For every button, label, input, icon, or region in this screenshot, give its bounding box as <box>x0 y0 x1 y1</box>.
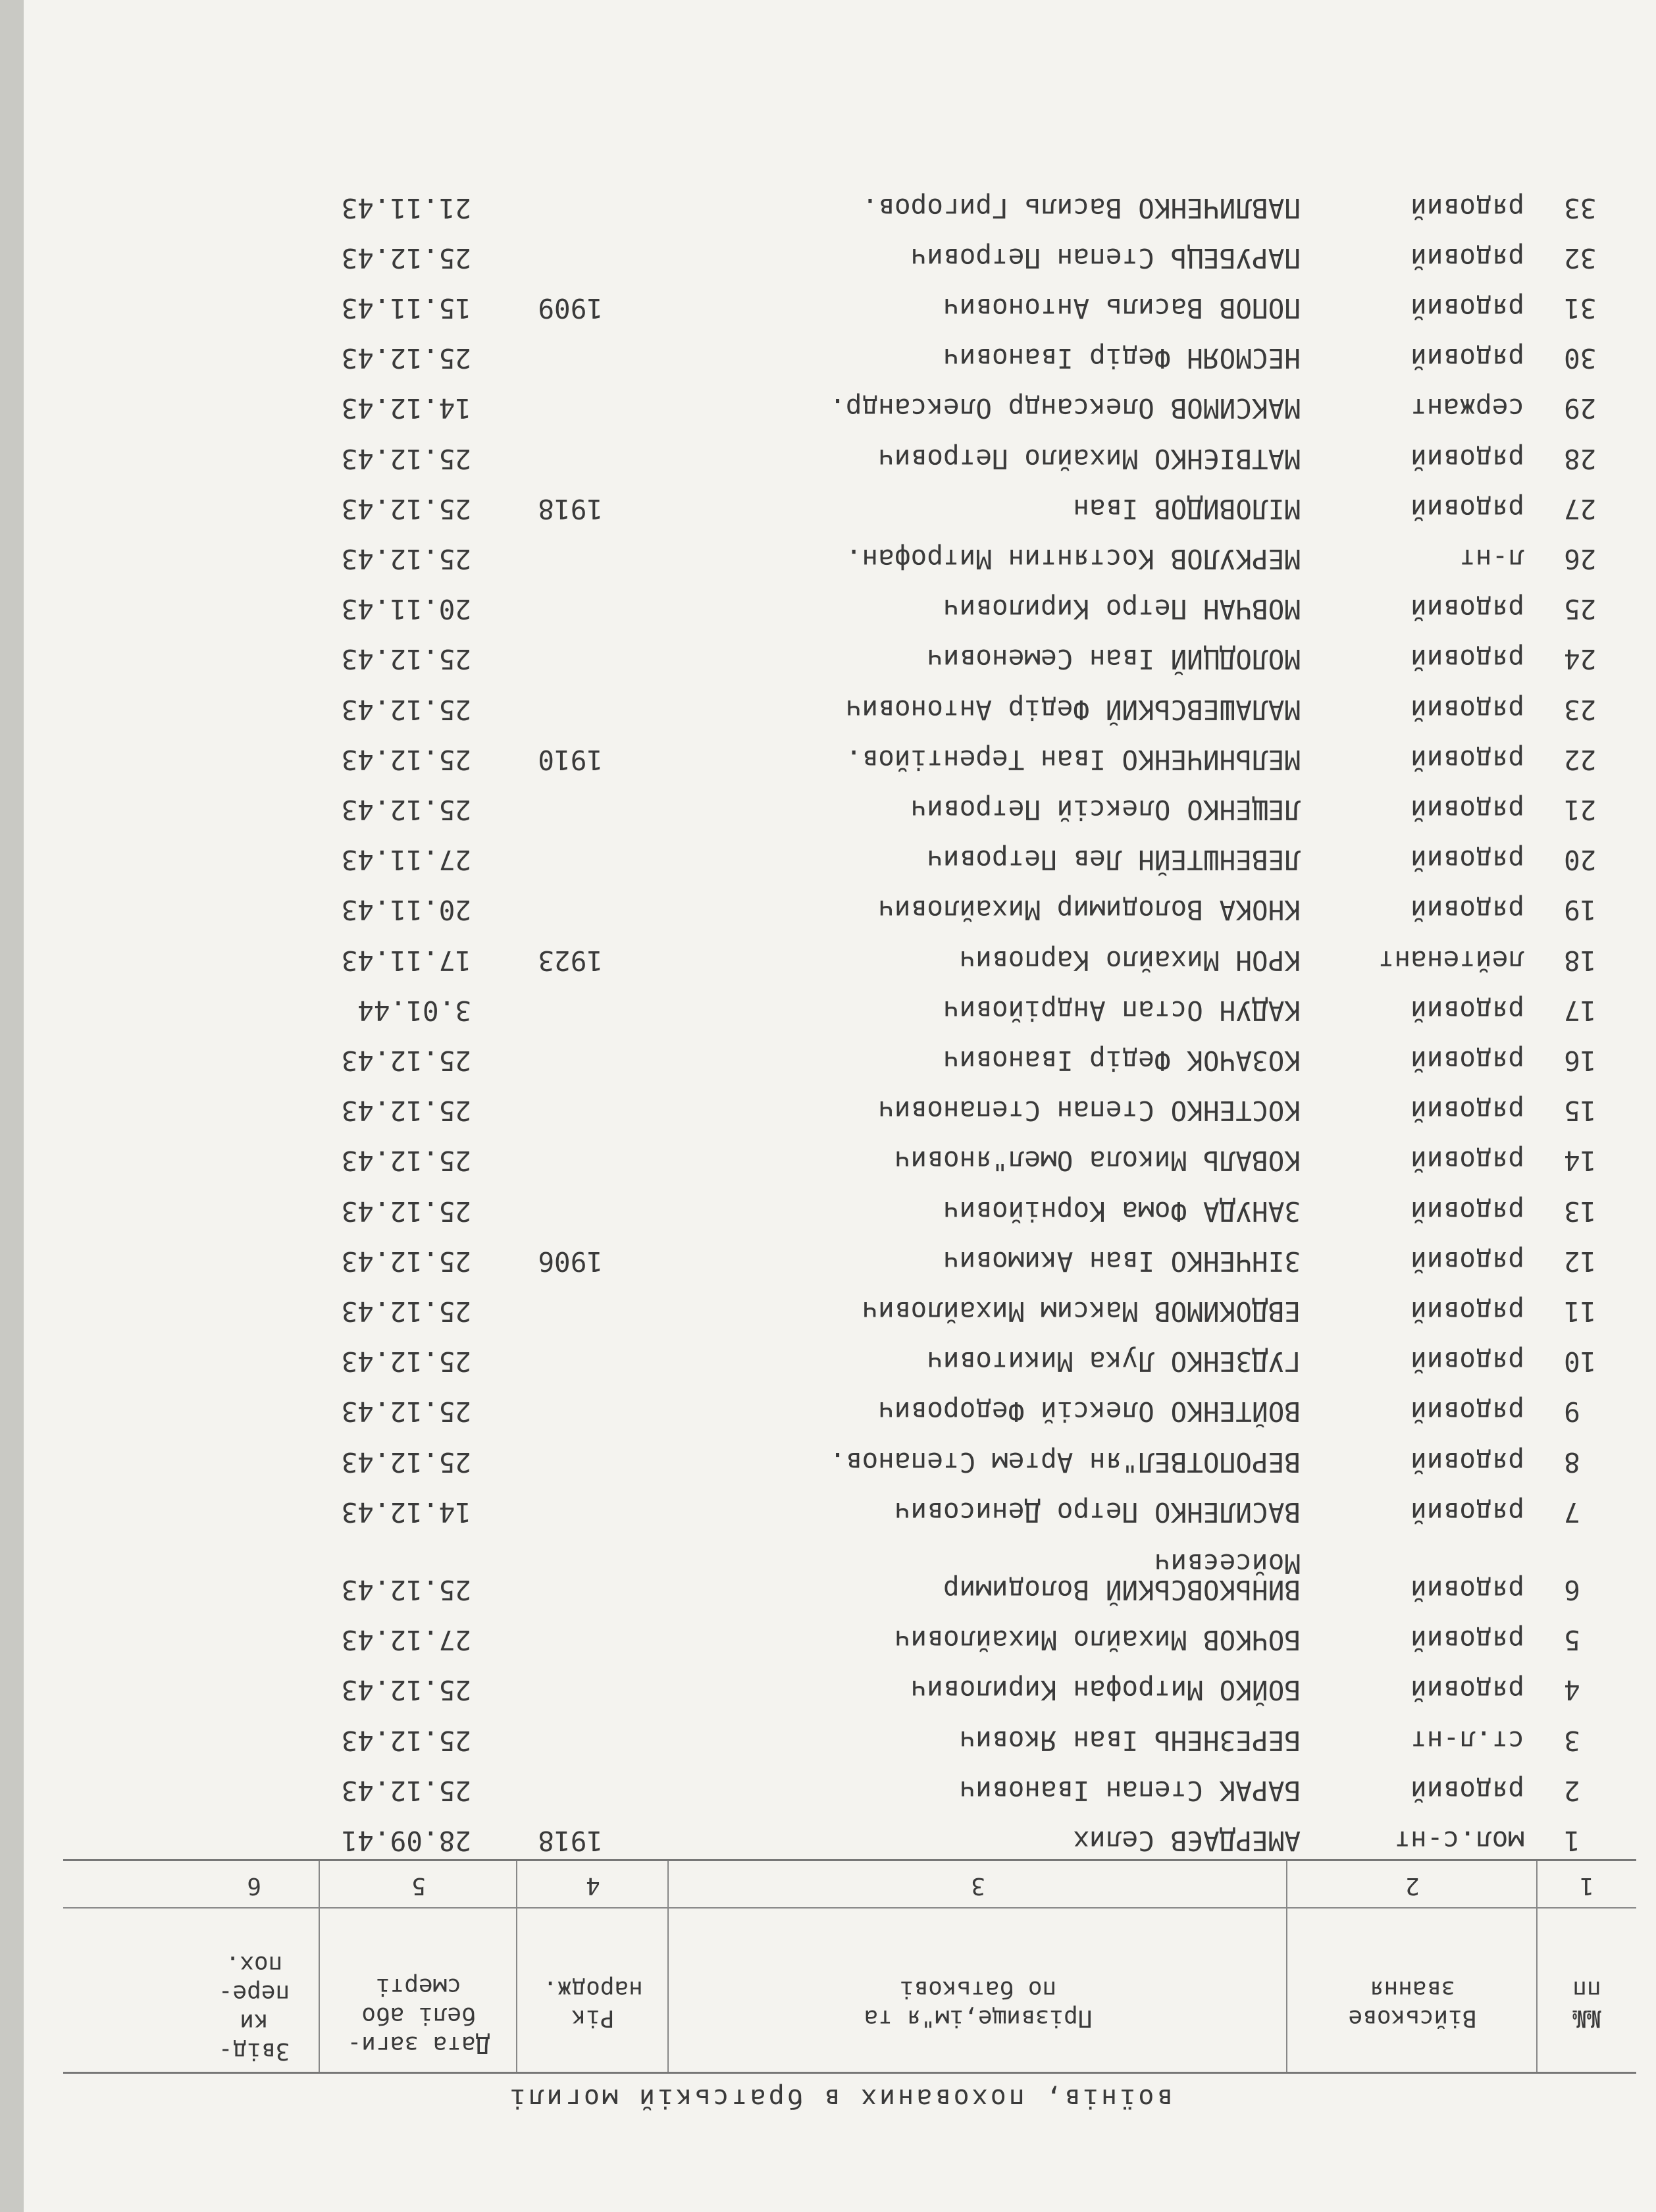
table-row <box>24 426 1656 475</box>
table-row <box>24 1128 1656 1177</box>
row-name: МОВЧАН Петро Кирилович <box>943 593 1301 625</box>
row-number: 30 <box>1564 342 1597 375</box>
row-death-date: 21.11.43 <box>341 192 471 224</box>
table-row <box>24 827 1656 876</box>
table-row <box>24 978 1656 1026</box>
table-row <box>24 727 1656 776</box>
row-number: 24 <box>1564 643 1597 675</box>
header-text: пох. <box>225 1951 283 1978</box>
row-death-date: 25.12.43 <box>341 643 471 675</box>
row-death-date: 25.12.43 <box>341 242 471 274</box>
row-rank: рядовий <box>1410 1145 1524 1177</box>
row-death-date: 25.12.43 <box>341 1245 471 1277</box>
header-text: Прізвище,ім"я та <box>864 2005 1093 2032</box>
row-death-date: 28.09.41 <box>341 1825 471 1856</box>
row-rank: рядовий <box>1410 1095 1524 1127</box>
row-name: ЛЕЩЕНКО Олексій Петрович <box>910 794 1301 826</box>
row-birth-year: 1918 <box>538 1825 603 1856</box>
table-row <box>24 677 1656 725</box>
table-row <box>24 175 1656 224</box>
row-number: 14 <box>1564 1145 1597 1177</box>
row-name: ГУДЗЕНКО Лука Микитович <box>927 1346 1301 1378</box>
row-death-date: 25.12.43 <box>341 1574 471 1606</box>
row-name: ВАСИЛЕНКО Петро Денисович <box>894 1496 1301 1528</box>
header-year-cell <box>517 1974 669 2032</box>
row-number: 2 <box>1564 1774 1580 1806</box>
row-name: БАРАК Степан Іванович <box>959 1774 1301 1806</box>
row-name: МОЛОДЦИЙ Іван Семенович <box>927 643 1301 675</box>
row-birth-year: 1918 <box>538 492 603 525</box>
table-row <box>24 1078 1656 1126</box>
row-name: ЗІНЧЕНКО Іван Акимович <box>943 1245 1301 1277</box>
row-death-date: 25.12.43 <box>341 492 471 525</box>
header-text: Дата заги- <box>347 2031 490 2058</box>
row-death-date: 25.12.43 <box>341 543 471 575</box>
column-number: 4 <box>586 1872 600 1899</box>
row-number: 27 <box>1564 492 1597 525</box>
row-rank: л-нт <box>1459 543 1524 575</box>
row-number: 28 <box>1564 442 1597 475</box>
row-number: 26 <box>1564 543 1597 575</box>
row-birth-year: 1909 <box>538 292 603 325</box>
header-text: №№ <box>1572 2005 1601 2032</box>
table-row <box>24 1607 1656 1656</box>
row-number: 31 <box>1564 292 1597 325</box>
table-row <box>24 1028 1656 1076</box>
row-death-date: 14.12.43 <box>341 1496 471 1528</box>
row-rank: рядовий <box>1410 1346 1524 1378</box>
table-row <box>24 777 1656 826</box>
table-row <box>24 376 1656 425</box>
row-rank: рядовий <box>1410 743 1524 776</box>
row-rank: рядовий <box>1410 292 1524 325</box>
row-number: 23 <box>1564 693 1597 725</box>
row-name: БОЧКОВ Михайло Михайлович <box>894 1624 1301 1656</box>
row-number: 11 <box>1564 1296 1597 1328</box>
row-number: 13 <box>1564 1195 1597 1227</box>
header-text: Рік <box>571 2005 615 2032</box>
row-death-date: 25.12.43 <box>341 1195 471 1227</box>
row-death-date: 25.12.43 <box>341 1774 471 1806</box>
row-name: ВЕРОПОТВЕЛ"ян Артем Степанов. <box>829 1446 1301 1478</box>
row-number: 22 <box>1564 743 1597 776</box>
header-text: народж. <box>543 1976 643 2003</box>
table-row <box>24 928 1656 976</box>
row-name: КОЗАЧОК Федір Іванович <box>943 1045 1301 1077</box>
table-row <box>24 1808 1656 1856</box>
column-number: 5 <box>411 1872 426 1899</box>
table-row <box>24 526 1656 575</box>
row-number: 25 <box>1564 593 1597 625</box>
row-rank: рядовий <box>1410 342 1524 375</box>
row-number: 17 <box>1564 994 1597 1026</box>
row-number: 8 <box>1564 1446 1580 1478</box>
row-death-date: 25.12.43 <box>341 743 471 776</box>
row-rank: рядовий <box>1410 492 1524 525</box>
row-name-continuation: Мойсеєвич <box>1154 1548 1301 1579</box>
header-text: Звід- <box>218 2038 290 2065</box>
row-death-date: 27.11.43 <box>341 844 471 876</box>
row-name: ЗАНУДА Фома Корнійович <box>943 1195 1301 1227</box>
row-death-date: 20.11.43 <box>341 593 471 625</box>
table-row <box>24 1708 1656 1756</box>
row-name: КАДУН Остап Андрійович <box>943 994 1301 1026</box>
row-rank: рядовий <box>1410 1774 1524 1806</box>
row-death-date: 14.12.43 <box>341 392 471 425</box>
row-number: 12 <box>1564 1245 1597 1277</box>
row-rank: рядовий <box>1410 1195 1524 1227</box>
table-row <box>24 1758 1656 1806</box>
table-row <box>24 1379 1656 1428</box>
header-text: пере- <box>218 1980 290 2007</box>
row-name: БЕРЕЗНЕНЬ Іван Якович <box>959 1724 1301 1756</box>
row-death-date: 17.11.43 <box>341 944 471 976</box>
table-row <box>24 576 1656 625</box>
row-name: ПАВЛИЧЕНКО Василь Григоров. <box>862 192 1301 224</box>
row-death-date: 25.12.43 <box>341 794 471 826</box>
table-row <box>24 325 1656 374</box>
row-number: 15 <box>1564 1095 1597 1127</box>
row-name: МІЛОВИДОВ Іван <box>1073 492 1301 525</box>
table-row <box>24 1329 1656 1377</box>
table-row <box>24 1429 1656 1478</box>
header-number-cell <box>1538 1974 1636 2032</box>
row-name: ВОЙТЕНКО Олексій Федорович <box>878 1396 1301 1428</box>
row-rank: рядовий <box>1410 1624 1524 1656</box>
header-number-row-divider <box>63 1907 1636 1909</box>
row-name: МАЛАШЕВСЬКИЙ Федір Антонович <box>845 693 1301 725</box>
table-row <box>24 225 1656 274</box>
row-rank: рядовий <box>1410 1245 1524 1277</box>
table-row <box>24 878 1656 926</box>
row-rank: рядовий <box>1410 1396 1524 1428</box>
table-row <box>24 627 1656 675</box>
row-name: КОСТЕНКО Степан Степанович <box>878 1095 1301 1127</box>
row-name: КРОН Михайло Карпович <box>959 944 1301 976</box>
row-name: ЕВДОКИМОВ Максим Михайлович <box>862 1296 1301 1328</box>
header-text: ки <box>240 2009 269 2036</box>
row-number: 5 <box>1564 1624 1580 1656</box>
row-death-date: 25.12.43 <box>341 442 471 475</box>
header-text: звання <box>1369 1976 1456 2003</box>
header-rank-cell <box>1287 1974 1538 2032</box>
header-origin-cell <box>188 1949 320 2065</box>
row-death-date: 25.12.43 <box>341 1346 471 1378</box>
row-birth-year: 1906 <box>538 1245 603 1277</box>
row-death-date: 25.12.43 <box>341 693 471 725</box>
table-row <box>24 1278 1656 1327</box>
row-death-date: 25.12.43 <box>341 342 471 375</box>
row-death-date: 15.11.43 <box>341 292 471 325</box>
row-number: 9 <box>1564 1396 1580 1428</box>
row-rank: сержант <box>1410 392 1524 425</box>
row-death-date: 25.12.43 <box>341 1095 471 1127</box>
row-rank: лейтенант <box>1378 944 1524 976</box>
row-number: 32 <box>1564 242 1597 274</box>
row-rank: рядовий <box>1410 894 1524 926</box>
row-death-date: 27.12.43 <box>341 1624 471 1656</box>
row-death-date: 3.01.44 <box>357 994 471 1026</box>
row-rank: рядовий <box>1410 192 1524 224</box>
row-rank: рядовий <box>1410 643 1524 675</box>
row-rank: рядовий <box>1410 442 1524 475</box>
row-death-date: 25.12.43 <box>341 1446 471 1478</box>
row-rank: рядовий <box>1410 794 1524 826</box>
row-number: 16 <box>1564 1045 1597 1077</box>
typed-page-rotated <box>24 0 1656 2212</box>
row-death-date: 25.12.43 <box>341 1145 471 1177</box>
row-birth-year: 1923 <box>538 944 603 976</box>
row-number: 18 <box>1564 944 1597 976</box>
header-name-cell <box>669 1974 1287 2032</box>
row-name: ВИНЬКОВСЬКИЙ Володимир <box>943 1574 1301 1606</box>
row-rank: рядовий <box>1410 242 1524 274</box>
row-number: 33 <box>1564 192 1597 224</box>
row-death-date: 25.12.43 <box>341 1724 471 1756</box>
row-name: НЕСМОЯН Федір Іванович <box>943 342 1301 375</box>
row-death-date: 25.12.43 <box>341 1396 471 1428</box>
row-death-date: 25.12.43 <box>341 1296 471 1328</box>
row-name: МЕРКУЛОВ Костянтин Митрофан. <box>845 543 1301 575</box>
row-rank: мол.с-нт <box>1394 1825 1524 1856</box>
row-rank: рядовий <box>1410 1296 1524 1328</box>
column-number: 6 <box>247 1872 261 1899</box>
row-rank: рядовий <box>1410 1674 1524 1706</box>
row-name: ПАРУБЕЦЬ Степан Петрович <box>910 242 1301 274</box>
row-number: 29 <box>1564 392 1597 425</box>
header-text: пп <box>1572 1976 1601 2003</box>
row-birth-year: 1910 <box>538 743 603 776</box>
header-date-cell <box>320 1972 517 2059</box>
table-row <box>24 275 1656 324</box>
row-name: МЕЛЬНИЧЕНКО Іван Терентійов. <box>845 743 1301 776</box>
row-name: КНОКА Володимир Михайлович <box>878 894 1301 926</box>
row-rank: ст.л-нт <box>1410 1724 1524 1756</box>
row-number: 10 <box>1564 1346 1597 1378</box>
table-row <box>24 476 1656 525</box>
column-number: 2 <box>1405 1872 1420 1899</box>
row-name: АМЕРДАЄВ Селих <box>1073 1825 1301 1856</box>
table-row <box>24 1548 1656 1606</box>
row-name: МАКСИМОВ Олександр Олександр. <box>829 392 1301 425</box>
table-row <box>24 1228 1656 1277</box>
row-death-date: 25.12.43 <box>341 1045 471 1077</box>
row-death-date: 25.12.43 <box>341 1674 471 1706</box>
document-paper <box>24 0 1656 2212</box>
header-text: по батькові <box>899 1976 1057 2003</box>
row-name: БОЙКО Митрофан Кирилович <box>910 1674 1301 1706</box>
row-rank: рядовий <box>1410 1446 1524 1478</box>
row-number: 20 <box>1564 844 1597 876</box>
row-rank: рядовий <box>1410 593 1524 625</box>
row-rank: рядовий <box>1410 1045 1524 1077</box>
table-header <box>63 1859 1636 2074</box>
row-number: 7 <box>1564 1496 1580 1528</box>
row-number: 1 <box>1564 1825 1580 1856</box>
column-number: 1 <box>1580 1872 1594 1899</box>
table-row <box>24 1657 1656 1706</box>
header-text: Військове <box>1348 2005 1477 2032</box>
row-rank: рядовий <box>1410 1496 1524 1528</box>
row-name: КОВАЛЬ Микола Омел"янович <box>894 1145 1301 1177</box>
row-death-date: 20.11.43 <box>341 894 471 926</box>
row-name: ПОПОВ Василь Антонович <box>943 292 1301 325</box>
document-title: воїнів, похованих в братській могилі <box>507 2083 1173 2113</box>
table-row <box>24 1479 1656 1528</box>
header-text: смерті <box>375 1973 462 2000</box>
row-rank: рядовий <box>1410 1574 1524 1606</box>
row-rank: рядовий <box>1410 994 1524 1026</box>
row-number: 3 <box>1564 1724 1580 1756</box>
row-number: 19 <box>1564 894 1597 926</box>
row-rank: рядовий <box>1410 844 1524 876</box>
row-number: 21 <box>1564 794 1597 826</box>
table-row <box>24 1178 1656 1227</box>
header-text: белі або <box>361 2002 476 2029</box>
row-number: 4 <box>1564 1674 1580 1706</box>
row-rank: рядовий <box>1410 693 1524 725</box>
column-number: 3 <box>971 1872 985 1899</box>
row-name: МАТВІЄНКО Михайло Петрович <box>878 442 1301 475</box>
row-number: 6 <box>1564 1574 1580 1606</box>
row-name: ЛЕВЕНШТЕЙН Лев Петрович <box>927 844 1301 876</box>
